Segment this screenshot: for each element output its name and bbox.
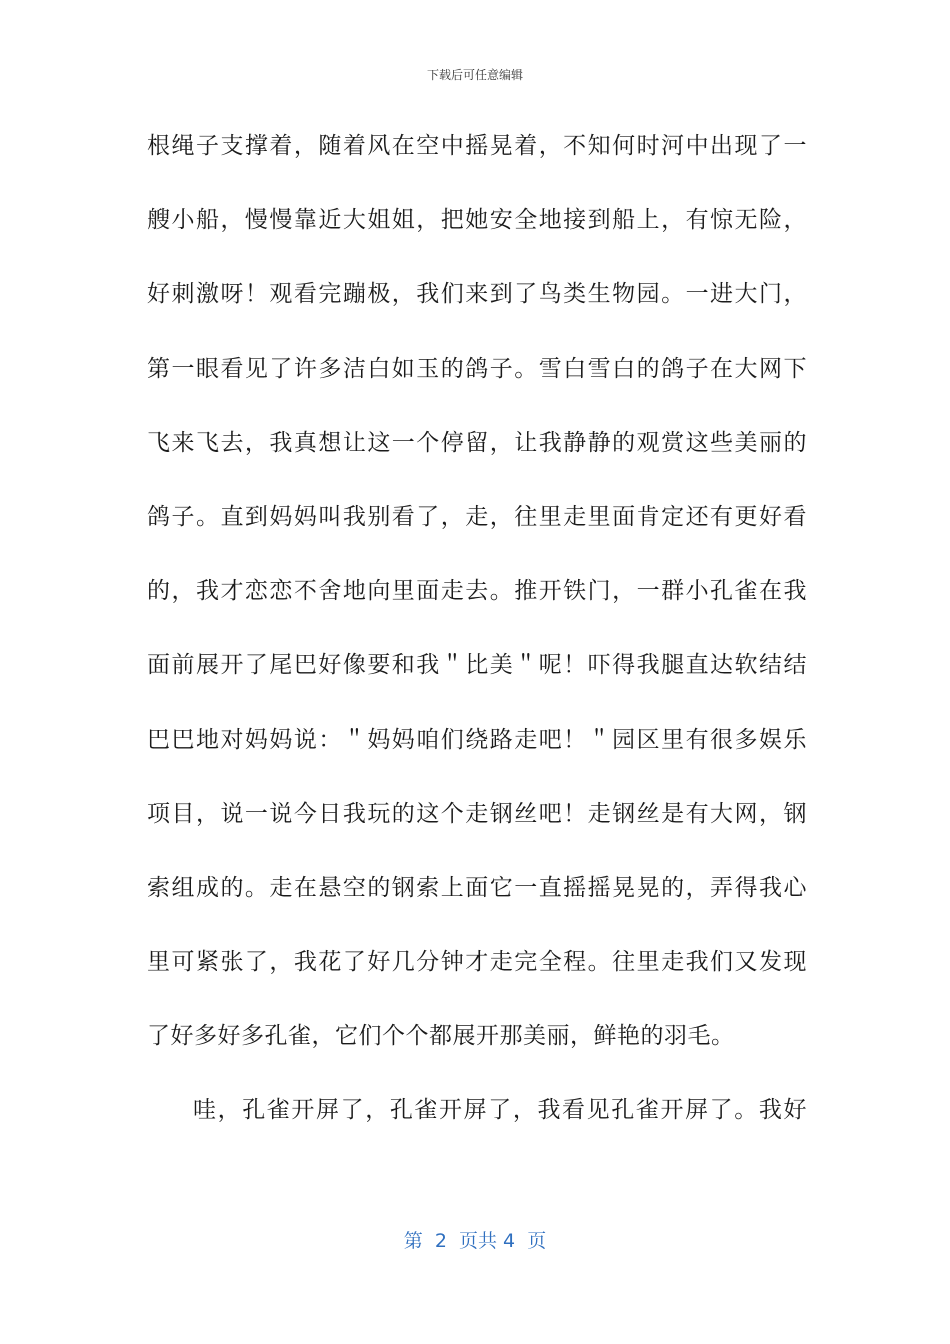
text-line: 了好多好多孔雀，它们个个都展开那美丽，鲜艳的羽毛。 [147, 1023, 735, 1050]
text-line: 的，我才恋恋不舍地向里面走去。推开铁门，一群小孔雀在我 [147, 578, 807, 605]
text-line: 巴巴地对妈妈说：＂妈妈咱们绕路走吧！＂园区里有很多娱乐 [147, 726, 807, 753]
text-line: 里可紧张了，我花了好几分钟才走完全程。往里走我们又发现 [147, 949, 807, 976]
text-line: 项目，说一说今日我玩的这个走钢丝吧！走钢丝是有大网，钢 [147, 800, 807, 827]
text-line: 好刺激呀！观看完蹦极，我们来到了鸟类生物园。一进大门， [147, 281, 807, 308]
text-line: 飞来飞去，我真想让这一个停留，让我静静的观赏这些美丽的 [147, 429, 807, 456]
document-body [147, 128, 807, 1167]
paragraph-first-line: 哇，孔雀开屏了，孔雀开屏了，我看见孔雀开屏了。我好 [193, 1097, 807, 1124]
text-line: 索组成的。走在悬空的钢索上面它一直摇摇晃晃的，弄得我心 [147, 874, 807, 901]
text-line: 艘小船，慢慢靠近大姐姐，把她安全地接到船上，有惊无险， [147, 207, 807, 234]
text-line: 根绳子支撑着，随着风在空中摇晃着，不知何时河中出现了一 [147, 133, 807, 159]
text-line: 鸽子。直到妈妈叫我别看了，走，往里走里面肯定还有更好看 [147, 503, 807, 530]
text-line: 面前展开了尾巴好像要和我＂比美＂呢！吓得我腿直达软结结 [147, 652, 807, 679]
page-number-footer: 第 2 页共 4 页 [403, 1230, 547, 1252]
page-header: 下载后可任意编辑 [426, 68, 523, 82]
text-line: 第一眼看见了许多洁白如玉的鸽子。雪白雪白的鸽子在大网下 [147, 355, 807, 382]
